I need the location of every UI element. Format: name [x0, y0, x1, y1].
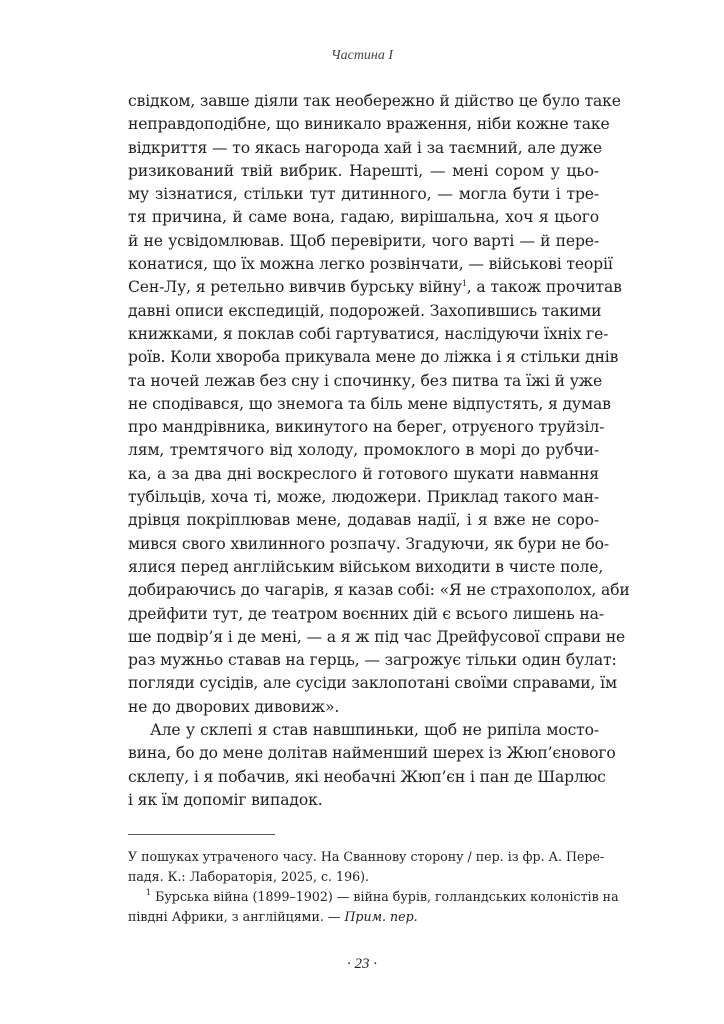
- footnote-line: У пошуках утраченого часу. На Сваннову сторону / пер. із фр. А. Пере-: [128, 849, 605, 864]
- text-line: [128, 276, 622, 299]
- text-line: про мандрівника, викинутого на берег, отруєного труйзіл-: [128, 418, 605, 437]
- running-header: Частина I: [330, 48, 394, 63]
- text-line: роїв. Коли хвороба прикувала мене до ліжка і я стільки днів: [128, 348, 619, 367]
- text-line: ялися перед англійським військом виходити в чисте поле,: [128, 557, 604, 576]
- footnote-text: Бурська війна (1899–1902) — війна бурів, голландських колоністів на: [155, 889, 619, 904]
- text-line: дрівця покріплював мене, додавав надії, і я вже не соро-: [128, 511, 599, 530]
- text-line: ше подвір’я і де мені, — а я ж під час Дрейфусової справи не: [128, 627, 626, 646]
- footnote-line: [128, 907, 599, 927]
- text-line: конатися, що їх можна легко розвінчати, — військові теорії: [128, 255, 613, 274]
- body-text: [128, 90, 630, 812]
- text-line: погляди сусідів, але сусіди заклопотані своїми справами, їм: [128, 674, 617, 693]
- text-line: Але у склепі я став навшпиньки, щоб не рипіла мосто-: [150, 721, 599, 740]
- text-line: ка, а за два дні воскреслого й готового шукати навмання: [128, 464, 599, 483]
- text-line: не до дворових дивовиж».: [128, 697, 340, 716]
- text-line: лям, тремтячого від холоду, промоклого в морі до рубчи-: [128, 441, 599, 460]
- text-line: добираючись до чагарів, я казав собі: «Я не страхополох, аби: [128, 581, 630, 600]
- footnote-text: півдні Африки, з англійцями. —: [128, 909, 345, 924]
- text-line: не сподівався, що знемога та біль мене відпустять, я думав: [128, 394, 611, 413]
- text-line: книжками, я поклав собі гартуватися, наслідуючи їхніх ге-: [128, 324, 609, 343]
- text-line: тубільців, хоча ті, може, людожери. Приклад такого ман-: [128, 488, 599, 507]
- text-line: неправдоподібне, що виникало враження, ніби кожне таке: [128, 115, 610, 134]
- text-line: давні описи експедицій, подорожей. Захопившись такими: [128, 301, 602, 320]
- footnote-line: падя. К.: Лабораторія, 2025, с. 196).: [128, 869, 370, 884]
- footnotes: [128, 847, 619, 927]
- footnote-line: [128, 887, 619, 907]
- text-line: мився свого хвилинного розпачу. Згадуючи, як бури не бо-: [128, 534, 609, 553]
- text-line: й не усвідомлював. Щоб перевірити, чого варті — й пере-: [128, 231, 599, 250]
- text-line: дрейфити тут, де театром воєнних дій є всього лишень на-: [128, 604, 604, 623]
- text-line: вина, бо до мене долітав найменший шерех із Жюп’єнового: [128, 744, 616, 763]
- text-segment: , а також прочитав: [466, 278, 622, 297]
- translator-note: Прим. пер.: [344, 909, 418, 924]
- text-line: свідком, завше діяли так необережно й дійство це було таке: [128, 92, 621, 110]
- page-number: · 23 ·: [347, 956, 377, 972]
- footnote-marker: 1: [146, 888, 152, 897]
- text-line: відкриття — то якась нагорода хай і за таємний, але дуже: [128, 138, 602, 157]
- footnote-reference[interactable]: 1: [461, 279, 467, 289]
- text-line: та ночей лежав без сну і спочинку, без питва та їжі й уже: [128, 371, 603, 390]
- footnote-divider: [128, 834, 275, 835]
- text-line: му зізнатися, стільки тут дитинного, — могла бути і тре-: [128, 185, 599, 204]
- text-line: раз мужньо ставав на герць, — загрожує тільки один булат:: [128, 651, 617, 670]
- text-line: ризикований твій вибрик. Нарешті, — мені сором у цьо-: [128, 161, 599, 180]
- text-segment: Сен-Лу, я ретельно вивчив бурську війну: [128, 278, 462, 297]
- text-line: і як їм допоміг випадок.: [128, 790, 323, 809]
- text-line: склепу, і я побачив, які необачні Жюп’єн і пан де Шарлюс: [128, 767, 606, 786]
- text-line: тя причина, й саме вона, гадаю, вирішальна, хоч я цього: [128, 208, 599, 227]
